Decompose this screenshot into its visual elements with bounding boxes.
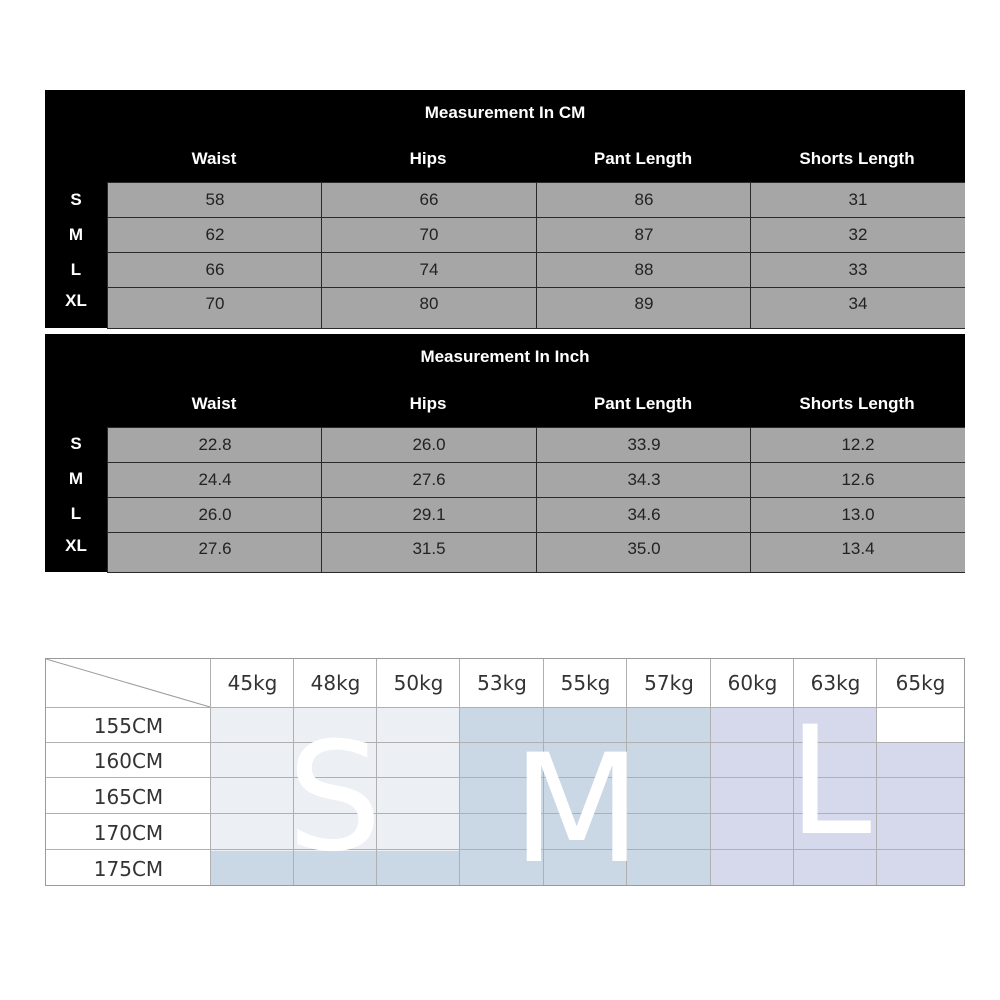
- height-label: 170CM: [93, 821, 164, 845]
- weight-label: 50kg: [393, 671, 444, 695]
- table-cell: 31.5: [321, 533, 536, 573]
- inch-col-hips: Hips: [409, 394, 447, 413]
- inch-row-label-l: L: [70, 504, 82, 523]
- cm-table: [45, 90, 965, 328]
- table-cell: 27.6: [107, 533, 322, 573]
- table-cell: 13.0: [750, 498, 965, 533]
- height-label: 160CM: [93, 749, 164, 773]
- weight-label: 55kg: [560, 671, 611, 695]
- table-cell: 12.2: [750, 428, 965, 463]
- cm-table-title: Measurement In CM: [424, 103, 586, 122]
- table-cell: 70: [321, 218, 536, 253]
- size-chart: [45, 658, 965, 897]
- table-cell: 13.4: [750, 533, 965, 573]
- table-cell: 26.0: [107, 498, 322, 533]
- size-letter-l: L: [788, 695, 872, 869]
- cm-col-shorts-length: Shorts Length: [799, 149, 915, 168]
- table-cell: 62: [107, 218, 322, 253]
- inch-row-label-s: S: [70, 434, 82, 453]
- table-cell: 70: [107, 288, 322, 329]
- table-cell: 31: [750, 183, 965, 218]
- table-cell: 35.0: [536, 533, 751, 573]
- inch-col-waist: Waist: [191, 394, 237, 413]
- weight-label: 45kg: [227, 671, 278, 695]
- weight-label: 63kg: [810, 671, 861, 695]
- size-letter-m: M: [512, 723, 642, 897]
- table-cell: 58: [107, 183, 322, 218]
- weight-label: 48kg: [310, 671, 361, 695]
- inch-table-title: Measurement In Inch: [420, 347, 590, 366]
- height-label: 175CM: [93, 857, 164, 881]
- weight-label: 65kg: [895, 671, 946, 695]
- table-cell: 34: [750, 288, 965, 329]
- table-cell: 22.8: [107, 428, 322, 463]
- inch-col-shorts-length: Shorts Length: [799, 394, 915, 413]
- inch-col-pant-length: Pant Length: [593, 394, 693, 413]
- height-label: 155CM: [93, 714, 164, 738]
- inch-table: [45, 334, 965, 572]
- table-cell: 24.4: [107, 463, 322, 498]
- cm-row-label-m: M: [68, 225, 84, 244]
- table-cell: 86: [536, 183, 751, 218]
- table-cell: 74: [321, 253, 536, 288]
- height-label: 165CM: [93, 785, 164, 809]
- table-cell: 34.3: [536, 463, 751, 498]
- cm-row-label-l: L: [70, 260, 82, 279]
- cm-col-waist: Waist: [191, 149, 237, 168]
- table-cell: 80: [321, 288, 536, 329]
- table-cell: 29.1: [321, 498, 536, 533]
- diagonal-header-line: [46, 659, 211, 708]
- cm-col-pant-length: Pant Length: [593, 149, 693, 168]
- weight-label: 60kg: [727, 671, 778, 695]
- cm-row-label-xl: XL: [65, 291, 87, 310]
- cm-col-hips: Hips: [409, 149, 447, 168]
- inch-row-label-xl: XL: [65, 536, 87, 555]
- table-cell: 34.6: [536, 498, 751, 533]
- table-cell: 32: [750, 218, 965, 253]
- table-cell: 87: [536, 218, 751, 253]
- inch-row-label-m: M: [68, 469, 84, 488]
- table-cell: 26.0: [321, 428, 536, 463]
- table-cell: 33.9: [536, 428, 751, 463]
- cm-table-grid: [107, 182, 965, 329]
- table-cell: 88: [536, 253, 751, 288]
- table-cell: 12.6: [750, 463, 965, 498]
- weight-label: 53kg: [477, 671, 527, 695]
- size-letter-s: S: [287, 711, 383, 885]
- table-cell: 66: [321, 183, 536, 218]
- table-cell: 27.6: [321, 463, 536, 498]
- weight-label: 57kg: [644, 671, 694, 695]
- table-cell: 33: [750, 253, 965, 288]
- table-cell: 89: [536, 288, 751, 329]
- table-cell: 66: [107, 253, 322, 288]
- inch-table-grid: [107, 427, 965, 573]
- cm-row-label-s: S: [70, 190, 82, 209]
